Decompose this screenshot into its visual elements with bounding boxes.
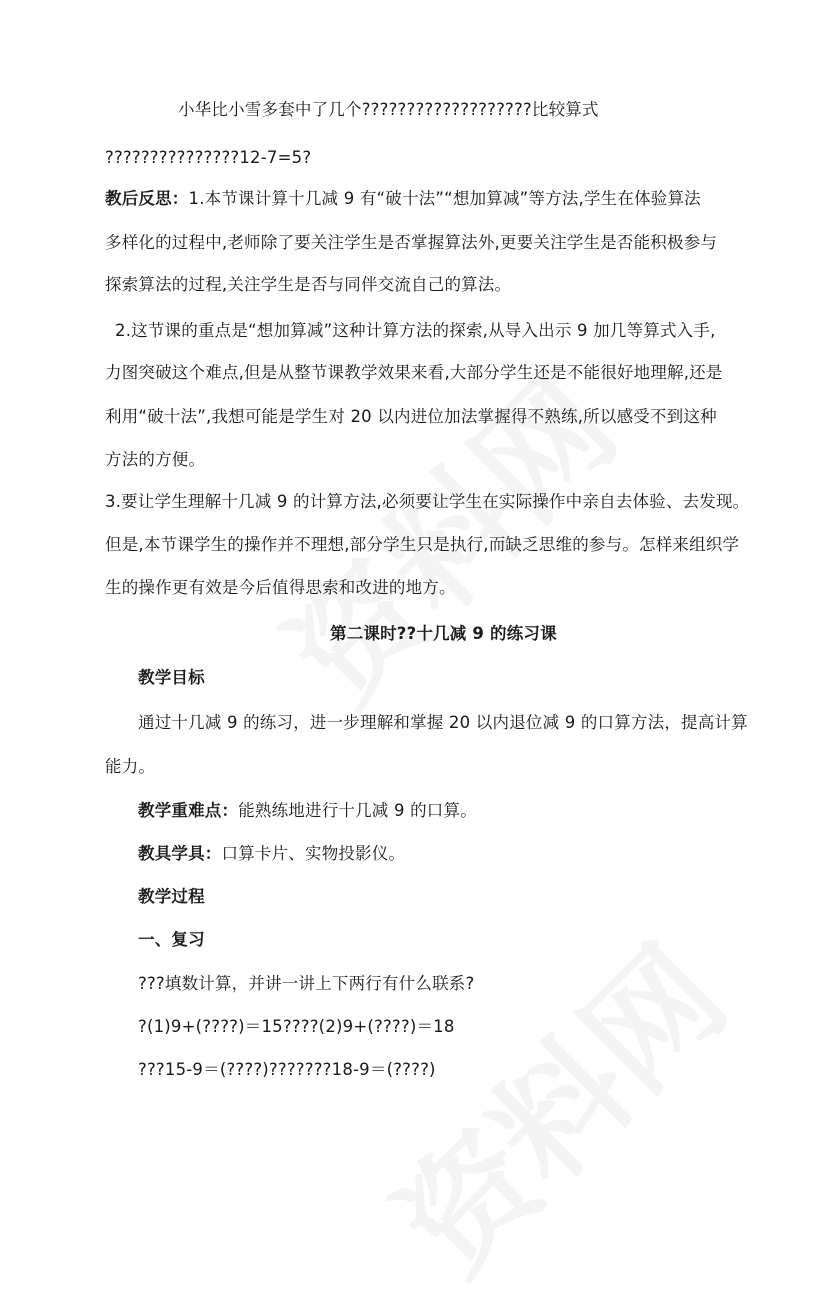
text-line: ???15-9＝(????)???????18-9＝(????) xyxy=(138,1060,436,1079)
text-line: 能力。 xyxy=(105,757,156,776)
key-points-line xyxy=(138,800,477,822)
text-line: 但是,本节课学生的操作并不理想,部分学生只是执行,而缺乏思维的参与。怎样来组织学 xyxy=(105,535,740,554)
reflection-paragraph-1 xyxy=(105,188,701,210)
text-line: ???填数计算，并讲一讲上下两行有什么联系? xyxy=(138,974,475,993)
heading-review: 一、复习 xyxy=(138,930,205,949)
heading-objectives: 教学目标 xyxy=(138,668,205,687)
text-line: 方法的方便。 xyxy=(105,450,206,469)
text-line: 口算卡片、实物投影仪。 xyxy=(221,844,406,863)
tools-label: 教具学具： xyxy=(138,844,222,863)
section-title: 第二课时??十几减 9 的练习课 xyxy=(330,624,557,643)
text-line: 多样化的过程中,老师除了要关注学生是否掌握算法外,更要关注学生是否能积极参与 xyxy=(105,233,718,252)
reflection-label: 教后反思： xyxy=(105,189,189,208)
text-line: 力图突破这个难点,但是从整节课教学效果来看,大部分学生还是不能很好地理解,还是 xyxy=(105,363,723,382)
text-line: 能熟练地进行十几减 9 的口算。 xyxy=(238,801,477,820)
text-line: 利用“破十法”,我想可能是学生对 20 以内进位加法掌握得不熟练,所以感受不到这种 xyxy=(105,407,717,426)
text-line: 通过十几减 9 的练习，进一步理解和掌握 20 以内退位减 9 的口算方法，提高计算 xyxy=(138,713,748,732)
text-line: 探索算法的过程,关注学生是否与同伴交流自己的算法。 xyxy=(105,275,512,294)
tools-line xyxy=(138,843,405,865)
text-line: 2.这节课的重点是“想加算减”这种计算方法的探索,从导入出示 9 加几等算式入手, xyxy=(115,321,716,340)
text-line: 1.本节课计算十几减 9 有“破十法”“想加算减”等方法,学生在体验算法 xyxy=(188,189,701,208)
text-line: 小华比小雪多套中了几个???????????????????比较算式 xyxy=(178,100,599,119)
text-line: 生的操作更有效是今后值得思索和改进的地方。 xyxy=(105,578,456,597)
text-line: ???????????????12-7=5? xyxy=(105,148,312,167)
watermark xyxy=(351,899,759,1307)
text-line: ?(1)9+(????)＝15????(2)9+(????)＝18 xyxy=(138,1017,455,1036)
text-line: 3.要让学生理解十几减 9 的计算方法,必须要让学生在实际操作中亲自去体验、去发现。 xyxy=(105,492,750,511)
heading-process: 教学过程 xyxy=(138,887,205,906)
key-points-label: 教学重难点： xyxy=(138,801,239,820)
